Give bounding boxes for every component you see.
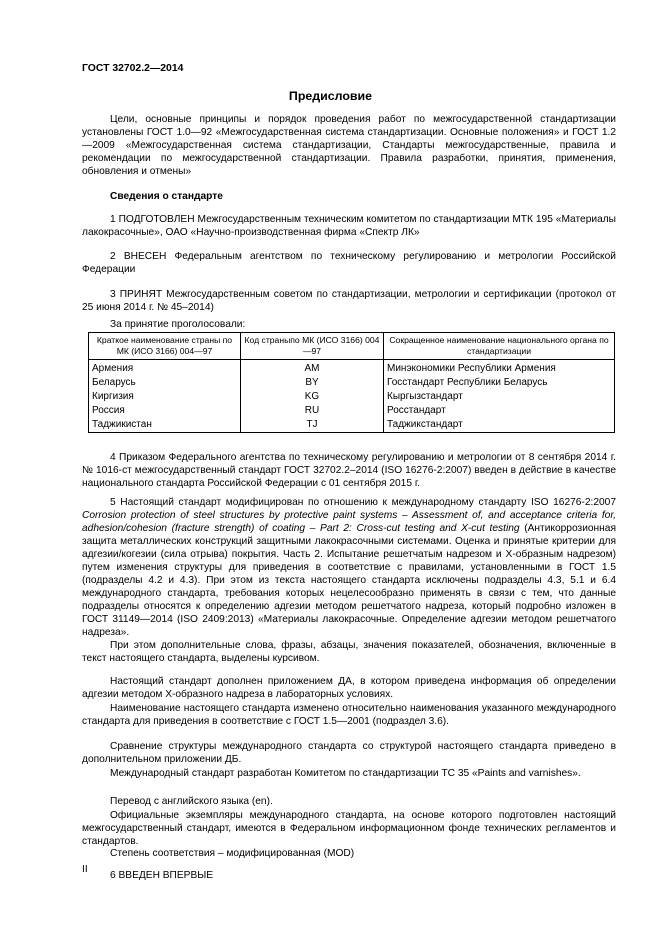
document-header: ГОСТ 32702.2—2014 [82,63,184,74]
country-cell: Россия [89,404,241,418]
code-cell: AM [241,360,384,377]
code-cell: RU [241,404,384,418]
paragraph-5-title-en: Corrosion protection of steel structures by protective paint systems – Assessment of, and acceptance criteria for, adhesion/cohesion (fracture strength) of coating – Part 2: Cross-cut testing and X-cut testing [82,510,616,534]
country-cell: Таджикистан [89,418,241,433]
paragraph-9: Сравнение структуры международного стандарта со структурой настоящего стандарта приведено в дополнительном приложении ДБ. [82,741,616,765]
paragraph-1: 1 ПОДГОТОВЛЕН Межгосударственным техническим комитетом по стандартизации МТК 195 «Материалы лакокрасочные», ОАО «Научно-производственная фирма «Спектр ЛК» [82,214,616,238]
paragraph-5-body: (Антикоррозионная защита металлических конструкций защитными лакокрасочными системами. Оценка и принятые критерии для адгезии/когезии (сила отрыва) покрытия. Часть 2. Испытание решетчатым надрезом и Х-образным надрезом) путем изменения структуры для приведения в соответствие с правилами, установленными в ГОСТ 1.5 (подразделы 4.2 и 4.3). При этом из текста настоящего стандарта исключены подразделы 4.3, 5.1 и 6.4 международного стандарта, требования которых нецелесообразно применять в связи с тем, что данные подразделы относятся к определению адгезии методом решетчатого надреза, который подробно изложен в ГОСТ 31149—2014 (ISO 2409:2013) «Материалы лакокрасочные. Определение адгезии методом решетчатого надреза». [82,523,616,638]
page-title: Предисловие [288,89,373,103]
table-row [89,360,615,377]
paragraph-7: Настоящий стандарт дополнен приложением ДА, в котором приведена информация об определении адгезии методом Х-образного надреза в лабораторных условиях. [82,676,616,700]
column-header-country: Краткое наименование страны по МК (ИСО 3166) 004—97 [89,333,241,360]
paragraph-6: При этом дополнительные слова, фразы, абзацы, значения показателей, обозначения, включенные в текст настоящего стандарта, выделены курсивом. [82,640,616,664]
country-cell: Армения [89,360,241,377]
vote-caption: За принятие проголосовали: [110,319,246,330]
body-cell: Росстандарт [384,404,615,418]
paragraph-12: Официальные экземпляры международного стандарта, на основе которого подготовлен настоящий межгосударственный стандарт, имеются в Федеральном информационном фонде технических регламентов и стандартов. [82,810,616,847]
code-cell: KG [241,390,384,404]
country-cell: Киргизия [89,390,241,404]
paragraph-11: Перевод с английского языка (en). [110,796,273,807]
country-cell: Беларусь [89,376,241,390]
table-row [89,404,615,418]
table-header-row [89,333,615,360]
body-cell: Кыргызстандарт [384,390,615,404]
paragraph-10: Международный стандарт разработан Комитетом по стандартизации ТС 35 «Paints and varnishes». [110,768,581,779]
body-cell: Минэкономики Республики Армения [384,360,615,377]
paragraph-2: 2 ВНЕСЕН Федеральным агентством по техническому регулированию и метрологии Российской Федерации [82,251,616,275]
paragraph-3: 3 ПРИНЯТ Межгосударственным советом по стандартизации, метрологии и сертификации (протокол от 25 июня 2014 г. № 45–2014) [82,289,616,313]
paragraph-8: Наименование настоящего стандарта изменено относительно наименования указанного международного стандарта для приведения в соответствие с ГОСТ 1.5—2001 (подраздел 3.6). [82,703,616,727]
column-header-body: Сокращенное наименование национального органа по стандартизации [384,333,615,360]
voting-table [88,332,615,433]
paragraph-14: 6 ВВЕДЕН ВПЕРВЫЕ [110,870,214,881]
section-heading: Сведения о стандарте [110,191,223,202]
table-row [89,418,615,433]
paragraph-13: Степень соответствия – модифицированная (MOD) [110,848,355,859]
code-cell: TJ [241,418,384,433]
intro-paragraph: Цели, основные принципы и порядок проведения работ по межгосударственной стандартизации установлены ГОСТ 1.0—92 «Межгосударственная система стандартизации. Основные положения» и ГОСТ 1.2—2009 «Межгосударственная система стандартизации, Стандарты межгосударственные, правила и рекомендации по межгосударственной стандартизации. Правила разработки, принятия, применения, обновления и отмены» [82,114,616,177]
table-row [89,390,615,404]
table-row [89,376,615,390]
page-number: II [82,864,88,875]
paragraph-5-intro: 5 Настоящий стандарт модифицирован по отношению к международному стандарту ISO 16276-2:2007 [110,497,616,508]
paragraph-4: 4 Приказом Федерального агентства по техническому регулированию и метрологии от 8 сентября 2014 г. № 1016-ст межгосударственный стандарт ГОСТ 32702.2–2014 (ISO 16276-2:2007) введен в действие в качестве национального стандарта Российской Федерации с 01 сентября 2015 г. [82,452,616,489]
paragraph-5 [82,496,616,639]
column-header-code: Код страныпо МК (ИСО 3166) 004—97 [241,333,384,360]
body-cell: Госстандарт Республики Беларусь [384,376,615,390]
body-cell: Таджикстандарт [384,418,615,433]
code-cell: BY [241,376,384,390]
